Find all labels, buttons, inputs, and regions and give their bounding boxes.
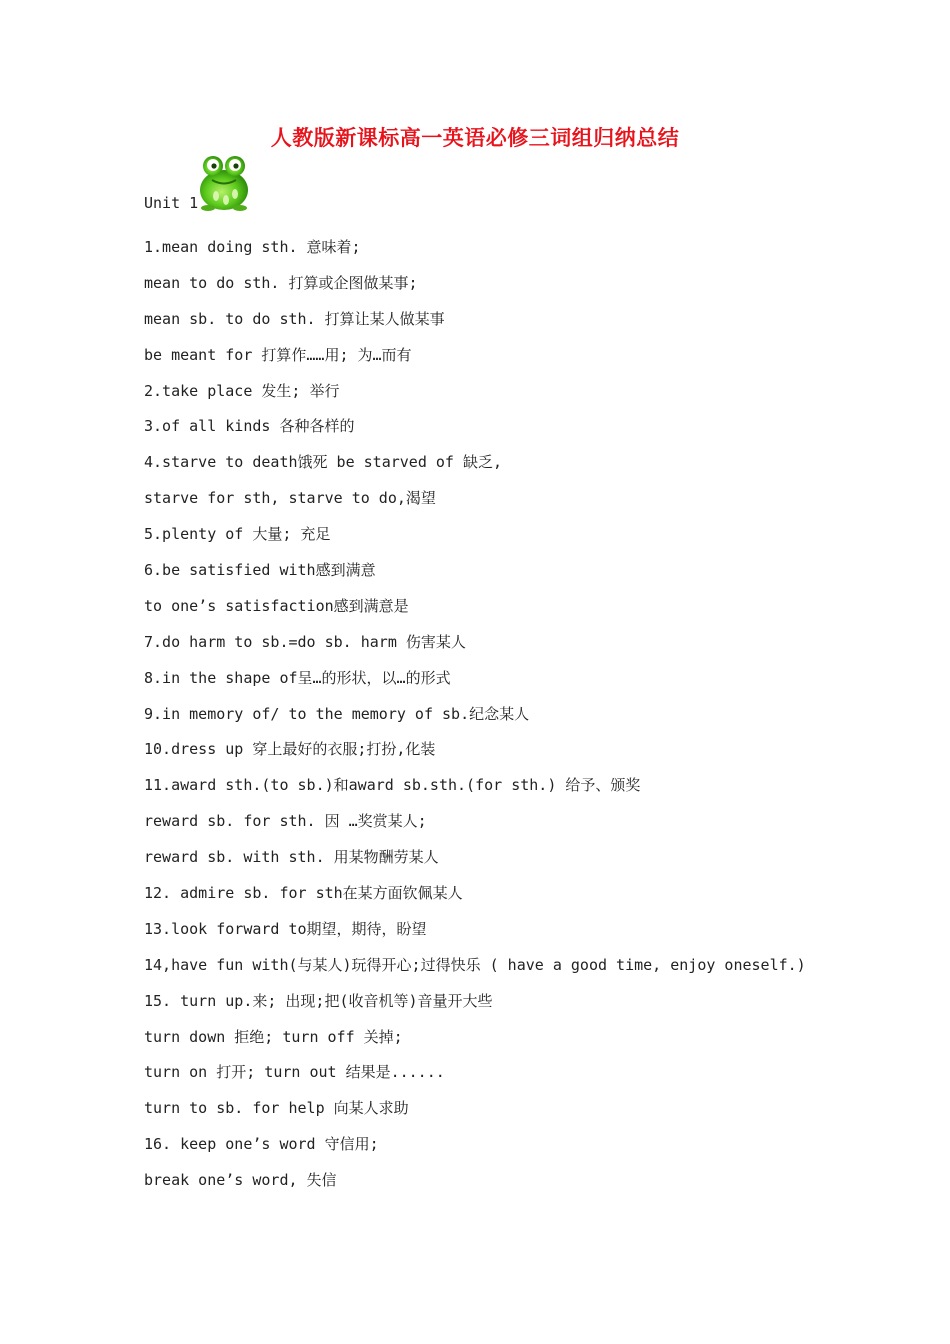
list-item: 7.do harm to sb.=do sb. harm 伤害某人 <box>144 632 466 651</box>
list-item: to one’s satisfaction感到满意是 <box>144 596 409 615</box>
list-item: turn to sb. for help 向某人求助 <box>144 1099 409 1118</box>
list-item: reward sb. with sth. 用某物酬劳某人 <box>144 848 439 867</box>
list-item: 9.in memory of/ to the memory of sb.纪念某人 <box>144 704 530 723</box>
list-item: mean to do sth. 打算或企图做某事; <box>144 273 418 292</box>
green-frog-icon <box>192 150 256 214</box>
list-item: 3.of all kinds 各种各样的 <box>144 417 355 436</box>
list-item: mean sb. to do sth. 打算让某人做某事 <box>144 309 445 328</box>
list-item: turn down 拒绝; turn off 关掉; <box>144 1027 403 1046</box>
list-item: 10.dress up 穿上最好的衣服;打扮,化装 <box>144 740 436 759</box>
list-item: 15. turn up.来; 出现;把(收音机等)音量开大些 <box>144 991 493 1010</box>
list-item: reward sb. for sth. 因 …奖赏某人; <box>144 812 427 831</box>
list-item: 6.be satisfied with感到满意 <box>144 561 376 580</box>
document-title: 人教版新课标高一英语必修三词组归纳总结 <box>270 125 680 150</box>
list-item: 2.take place 发生; 举行 <box>144 381 340 400</box>
list-item: starve for sth, starve to do,渴望 <box>144 489 436 508</box>
phrase-list <box>144 236 806 1205</box>
list-item: 12. admire sb. for sth在某方面钦佩某人 <box>144 884 463 903</box>
unit-label: Unit 1 <box>144 194 199 212</box>
list-item: 1.mean doing sth. 意味着; <box>144 238 361 256</box>
list-item: turn on 打开; turn out 结果是...... <box>144 1063 445 1082</box>
list-item: 14,have fun with(与某人)玩得开心;过得快乐 ( have a good time, enjoy oneself.) <box>144 955 806 974</box>
list-item: be meant for 打算作……用; 为…而有 <box>144 345 412 364</box>
list-item: 13.look forward to期望，期待，盼望 <box>144 919 427 938</box>
list-item: 16. keep one’s word 守信用; <box>144 1135 379 1154</box>
list-item: 11.award sth.(to sb.)和award sb.sth.(for sth.) 给予、颁奖 <box>144 776 641 795</box>
list-item: 8.in the shape of呈…的形状，以…的形式 <box>144 668 451 687</box>
list-item: 4.starve to death饿死 be starved of 缺乏, <box>144 453 503 472</box>
list-item: 5.plenty of 大量; 充足 <box>144 525 331 544</box>
list-item: break one’s word, 失信 <box>144 1171 337 1190</box>
